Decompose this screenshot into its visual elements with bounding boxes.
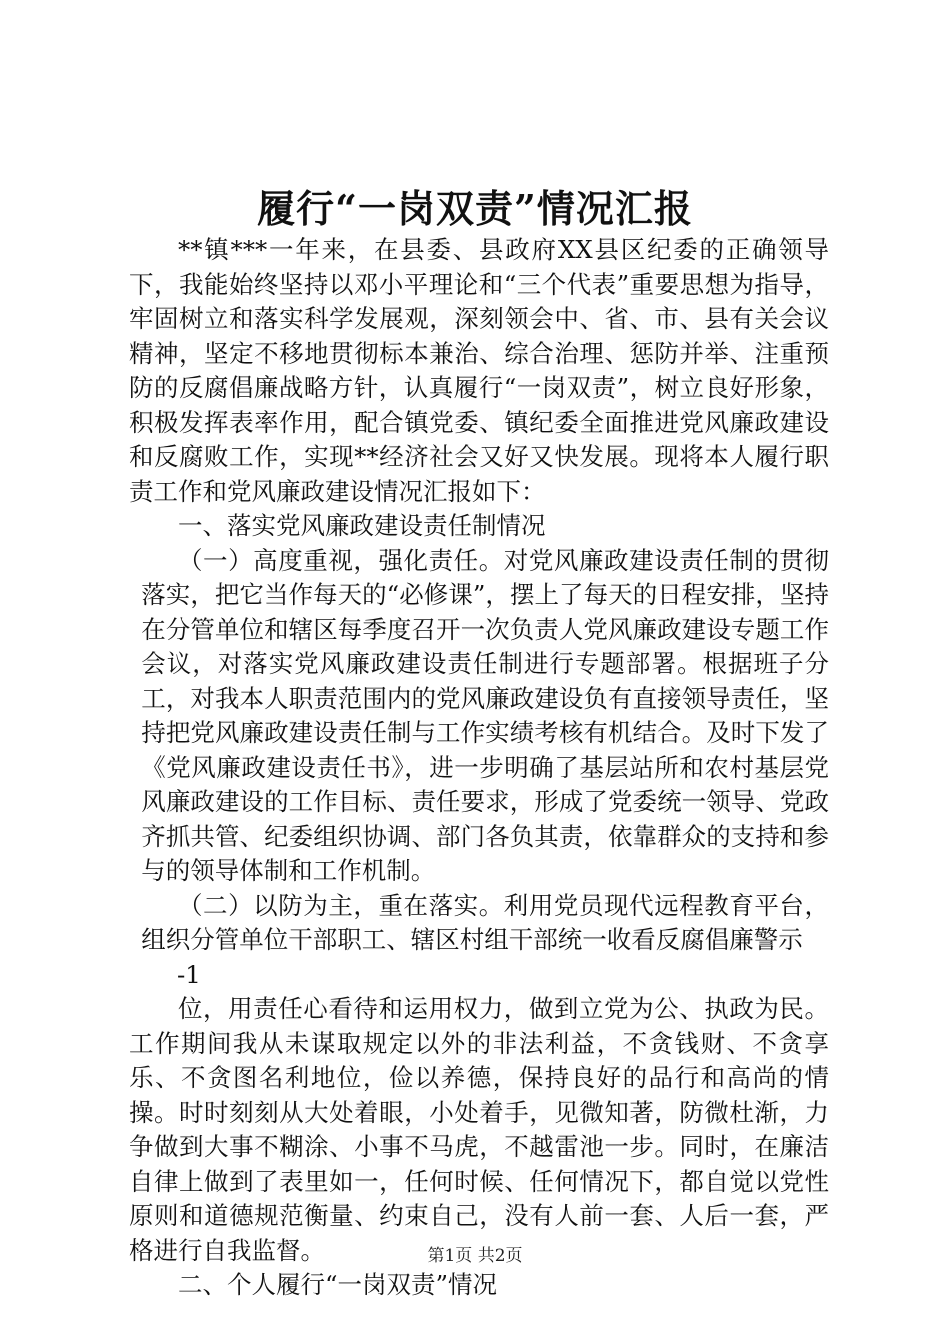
section-heading-1: 一、落实党风廉政建设责任制情况 bbox=[178, 511, 546, 540]
subsection-paragraph-2: （二）以防为主，重在落实。利用党员现代远程教育平台，组织分管单位干部职工、辖区村组干部统一收看反腐倡廉警示 bbox=[141, 890, 829, 954]
document-body bbox=[129, 233, 829, 1303]
intro-paragraph: **镇***一年来，在县委、县政府XX县区纪委的正确领导下，我能始终坚持以邓小平理论和“三个代表”重要思想为指导，牢固树立和落实科学发展观，深刻领会中、省、市、县有关会议精神，坚定不移地贯彻标本兼治、综合治理、惩防并举、注重预防的反腐倡廉战略方针，认真履行“一岗双责”，树立良好形象，积极发挥表率作用，配合镇党委、镇纪委全面推进党风廉政建设和反腐败工作，实现**经济社会又好又快发展。现将本人履行职责工作和党风廉政建设情况汇报如下： bbox=[129, 235, 829, 506]
document-title: 履行“一岗双责”情况汇报 bbox=[257, 186, 693, 231]
page-footer: 第1页 共2页 bbox=[427, 1246, 523, 1266]
subsection-paragraph-1: （一）高度重视，强化责任。对党风廉政建设责任制的贯彻落实，把它当作每天的“必修课”，摆上了每天的日程安排，坚持在分管单位和辖区每季度召开一次负责人党风廉政建设专题工作会议，对落实党风廉政建设责任制进行专题部署。根据班子分工，对我本人职责范围内的党风廉政建设负有直接领导责任，坚持把党风廉政建设责任制与工作实绩考核有机结合。及时下发了《党风廉政建设责任书》，进一步明确了基层站所和农村基层党风廉政建设的工作目标、责任要求，形成了党委统一领导、党政齐抓共管、纪委组织协调、部门各负其责，依靠群众的支持和参与的领导体制和工作机制。 bbox=[141, 545, 829, 885]
continued-paragraph: 位，用责任心看待和运用权力，做到立党为公、执政为民。工作期间我从未谋取规定以外的非法利益，不贪钱财、不贪享乐、不贪图名利地位，俭以养德，保持良好的品行和高尚的情操。时时刻刻从大处着眼，小处着手，见微知著，防微杜渐，力争做到大事不糊涂、小事不马虎，不越雷池一步。同时，在廉洁自律上做到了表里如一，任何时候、任何情况下，都自觉以党性原则和道德规范衡量、约束自己，没有人前一套、人后一套，严格进行自我监督。 bbox=[129, 994, 829, 1265]
section-heading-2: 二、个人履行“一岗双责”情况 bbox=[178, 1270, 498, 1299]
page-break-marker: -1 bbox=[177, 959, 201, 989]
